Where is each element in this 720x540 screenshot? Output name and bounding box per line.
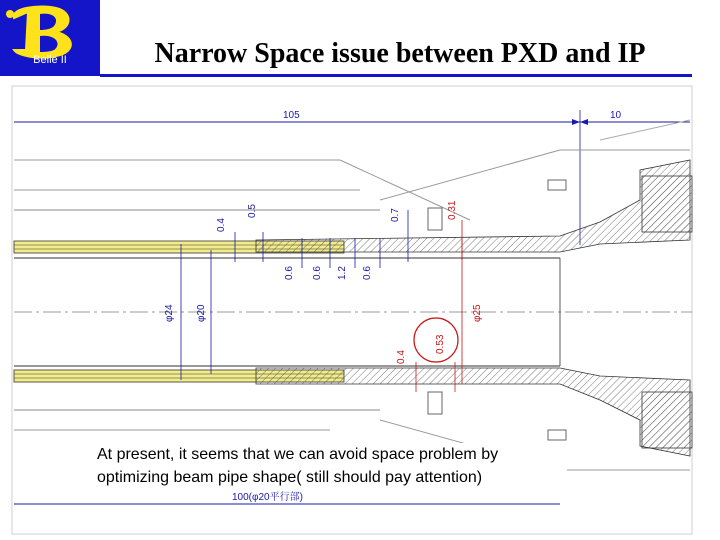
dim-105-line <box>14 110 690 245</box>
dim-100: 100(φ20平行部) <box>232 492 303 503</box>
dim-0-6-b: 0.6 <box>312 266 323 280</box>
dim-0-4-bottom: 0.4 <box>396 350 407 364</box>
dim-0-7: 0.7 <box>390 208 401 222</box>
dim-0-6-c: 0.6 <box>362 266 373 280</box>
note-line-1: At present, it seems that we can avoid space problem by <box>97 446 499 463</box>
dim-0-5: 0.5 <box>247 204 258 218</box>
vertical-dimension-lines <box>181 210 408 380</box>
dim-phi24: φ24 <box>164 304 175 322</box>
dim-0-31: 0.31 <box>447 200 458 220</box>
logo-subtitle: Belle II <box>33 54 67 66</box>
dim-0-4-top: 0.4 <box>216 218 227 232</box>
upper-beam-pipe <box>14 120 692 366</box>
dim-10: 10 <box>610 110 622 121</box>
dim-phi20: φ20 <box>196 304 207 322</box>
note-text <box>97 443 567 489</box>
dim-1-2: 1.2 <box>337 266 348 280</box>
dim-105: 105 <box>283 110 300 121</box>
page-title: Narrow Space issue between PXD and IP <box>154 38 646 69</box>
dim-0-53: 0.53 <box>435 334 446 354</box>
dim-phi25: φ25 <box>472 304 483 322</box>
note-line-2: optimizing beam pipe shape( still should pay attention) <box>97 469 483 486</box>
dim-0-6-a: 0.6 <box>284 266 295 280</box>
